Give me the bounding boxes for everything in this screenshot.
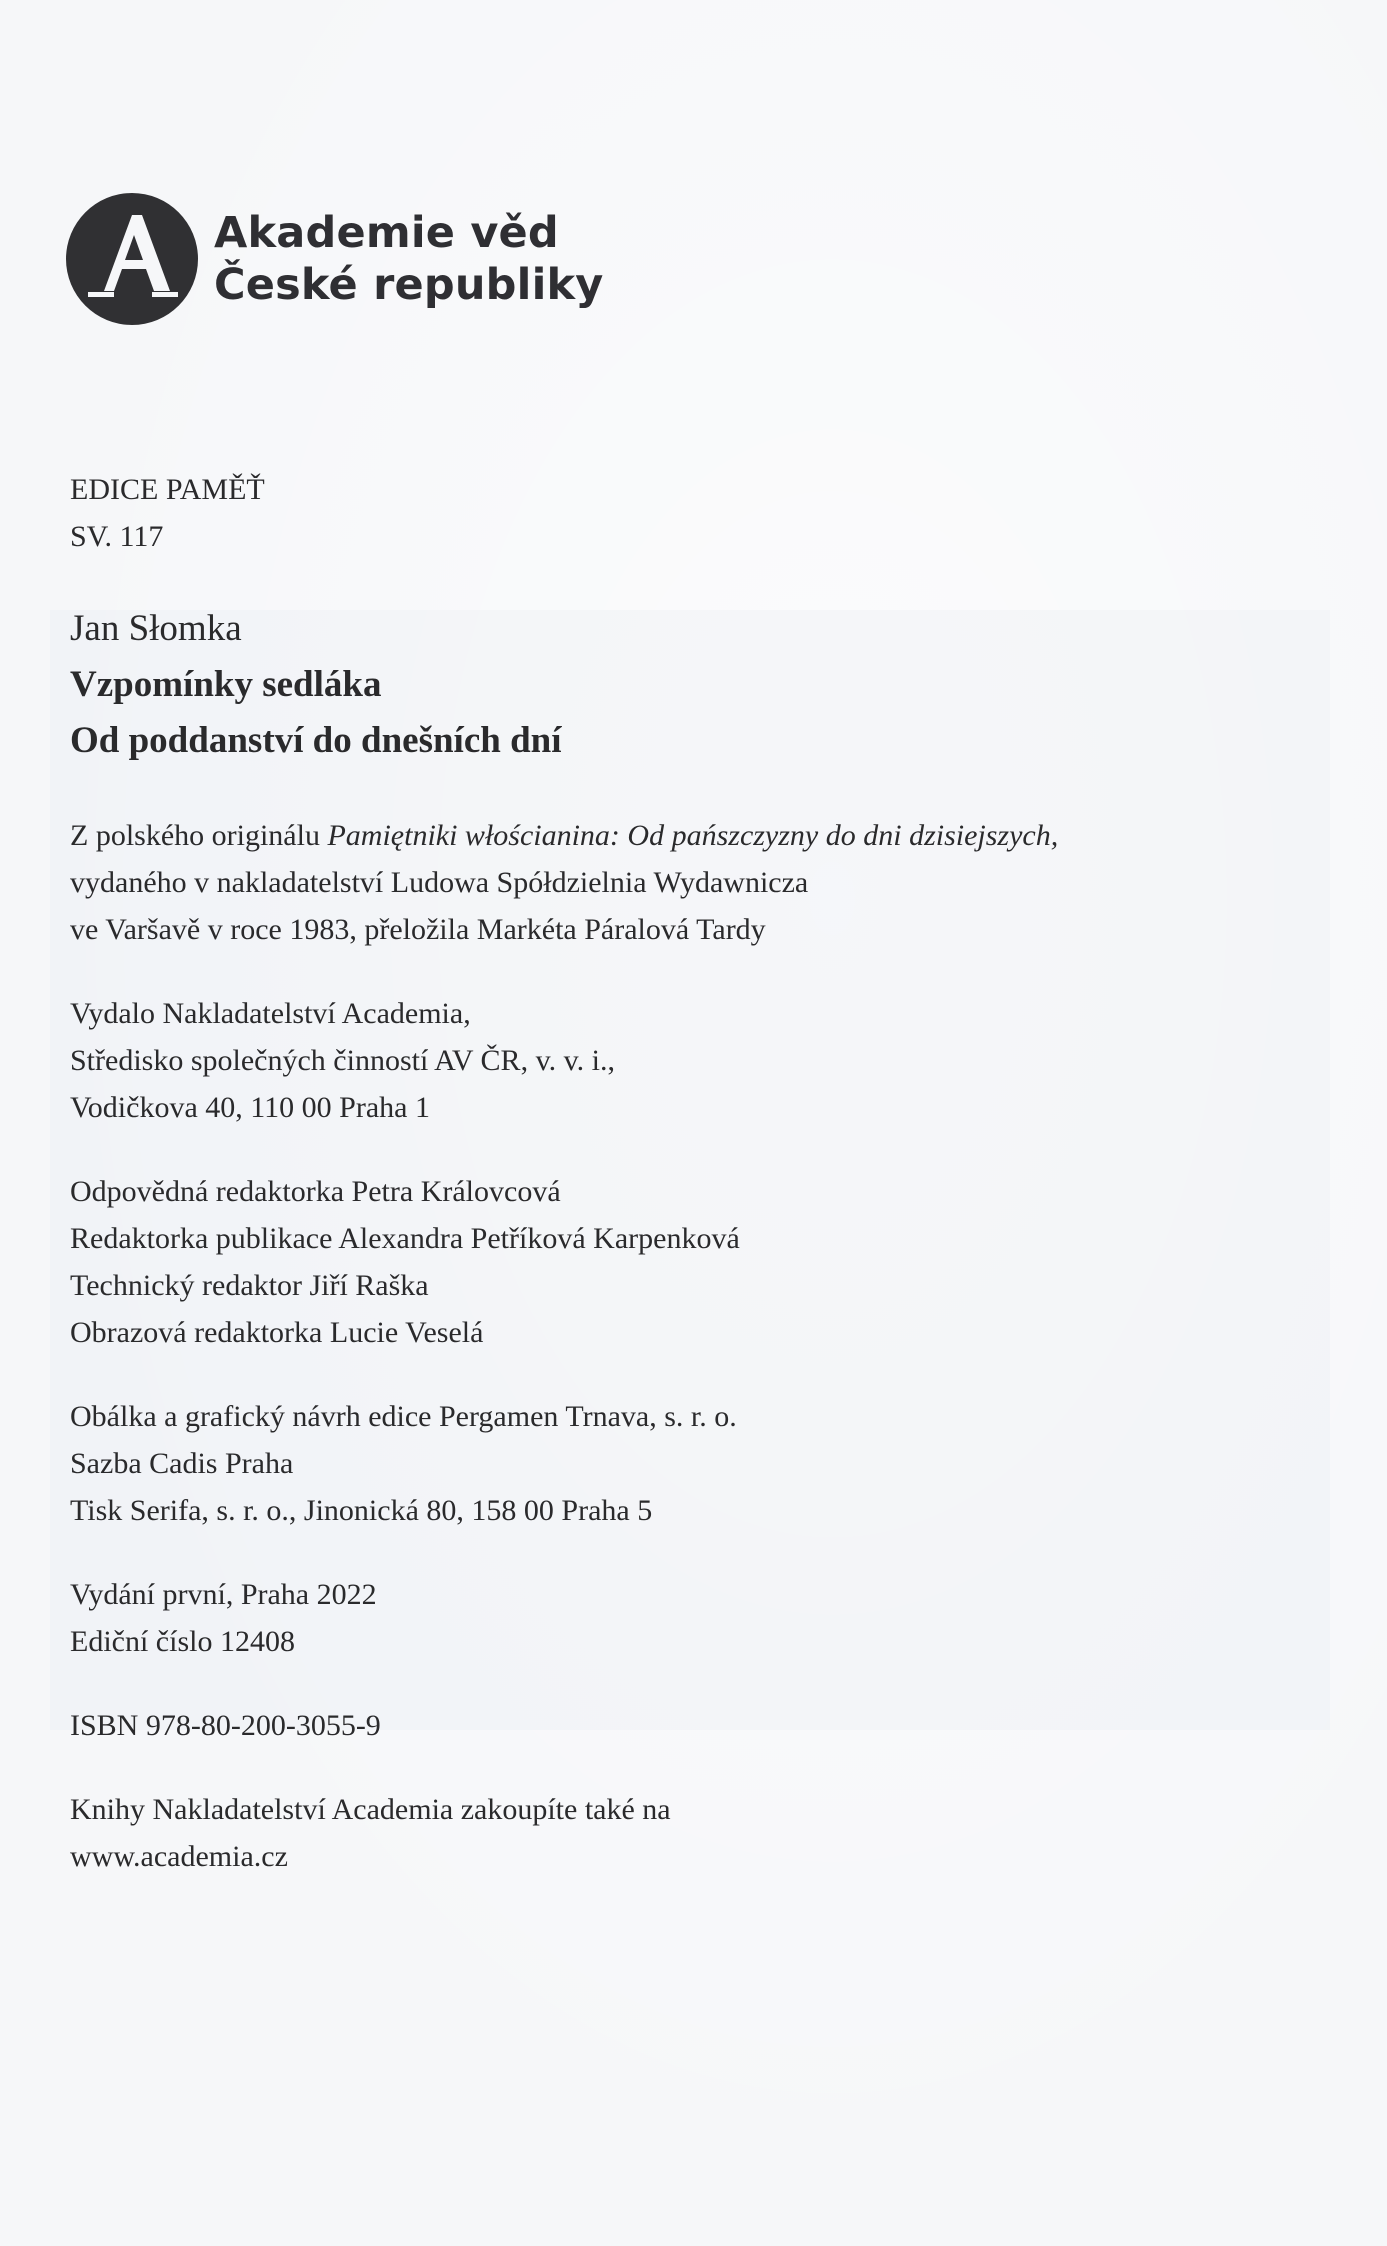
translation-line-2: vydaného v nakladatelství Ludowa Spółdzielnia Wydawnicza — [70, 866, 809, 899]
original-title: Pamiętniki włościanina: Od pańszczyzny do dni dzisiejszych, — [327, 819, 1059, 852]
academy-logo — [66, 193, 604, 325]
production-line: Sazba Cadis Praha — [70, 1447, 294, 1480]
isbn: ISBN 978-80-200-3055-9 — [70, 1709, 381, 1742]
title-block — [70, 601, 1320, 769]
translation-line-3: ve Varšavě v roce 1983, přeložila Markéta Páralová Tardy — [70, 913, 766, 946]
editor-line: Redaktorka publikace Alexandra Petříková Karpenková — [70, 1222, 740, 1255]
edition-volume: SV. 117 — [70, 520, 164, 553]
academy-a-icon — [66, 193, 198, 325]
translation-prefix: Z polského originálu — [70, 819, 328, 852]
logo-text — [214, 207, 604, 311]
issue-line-2: Ediční číslo 12408 — [70, 1625, 295, 1658]
issue-line-1: Vydání první, Praha 2022 — [70, 1578, 377, 1611]
editor-line: Technický redaktor Jiří Raška — [70, 1269, 429, 1302]
editors-block — [70, 1168, 1320, 1356]
book-title: Vzpomínky sedláka — [70, 664, 382, 705]
publisher-line-1: Vydalo Nakladatelství Academia, — [70, 997, 471, 1030]
edition-block — [70, 466, 1320, 560]
imprint-text — [70, 466, 1320, 1880]
logo-line-2: České republiky — [214, 260, 604, 310]
publisher-line-3: Vodičkova 40, 110 00 Praha 1 — [70, 1091, 430, 1124]
shop-block — [70, 1786, 1320, 1880]
issue-block — [70, 1571, 1320, 1665]
shop-url: www.academia.cz — [70, 1840, 288, 1873]
publisher-line-2: Středisko společných činností AV ČR, v. v. i., — [70, 1044, 616, 1077]
editor-line: Odpovědná redaktorka Petra Královcová — [70, 1175, 561, 1208]
production-line: Obálka a grafický návrh edice Pergamen Trnava, s. r. o. — [70, 1400, 737, 1433]
logo-line-1: Akademie věd — [214, 208, 559, 258]
editor-line: Obrazová redaktorka Lucie Veselá — [70, 1316, 484, 1349]
production-line: Tisk Serifa, s. r. o., Jinonická 80, 158 00 Praha 5 — [70, 1494, 653, 1527]
author-name: Jan Słomka — [70, 608, 242, 649]
production-block — [70, 1393, 1320, 1534]
shop-line: Knihy Nakladatelství Academia zakoupíte také na — [70, 1793, 671, 1826]
translation-block — [70, 812, 1320, 953]
translation-line-1 — [70, 812, 1320, 859]
book-subtitle: Od poddanství do dnešních dní — [70, 720, 562, 761]
edition-series: EDICE PAMĚŤ — [70, 473, 265, 506]
isbn-block — [70, 1702, 1320, 1749]
publisher-block — [70, 990, 1320, 1131]
